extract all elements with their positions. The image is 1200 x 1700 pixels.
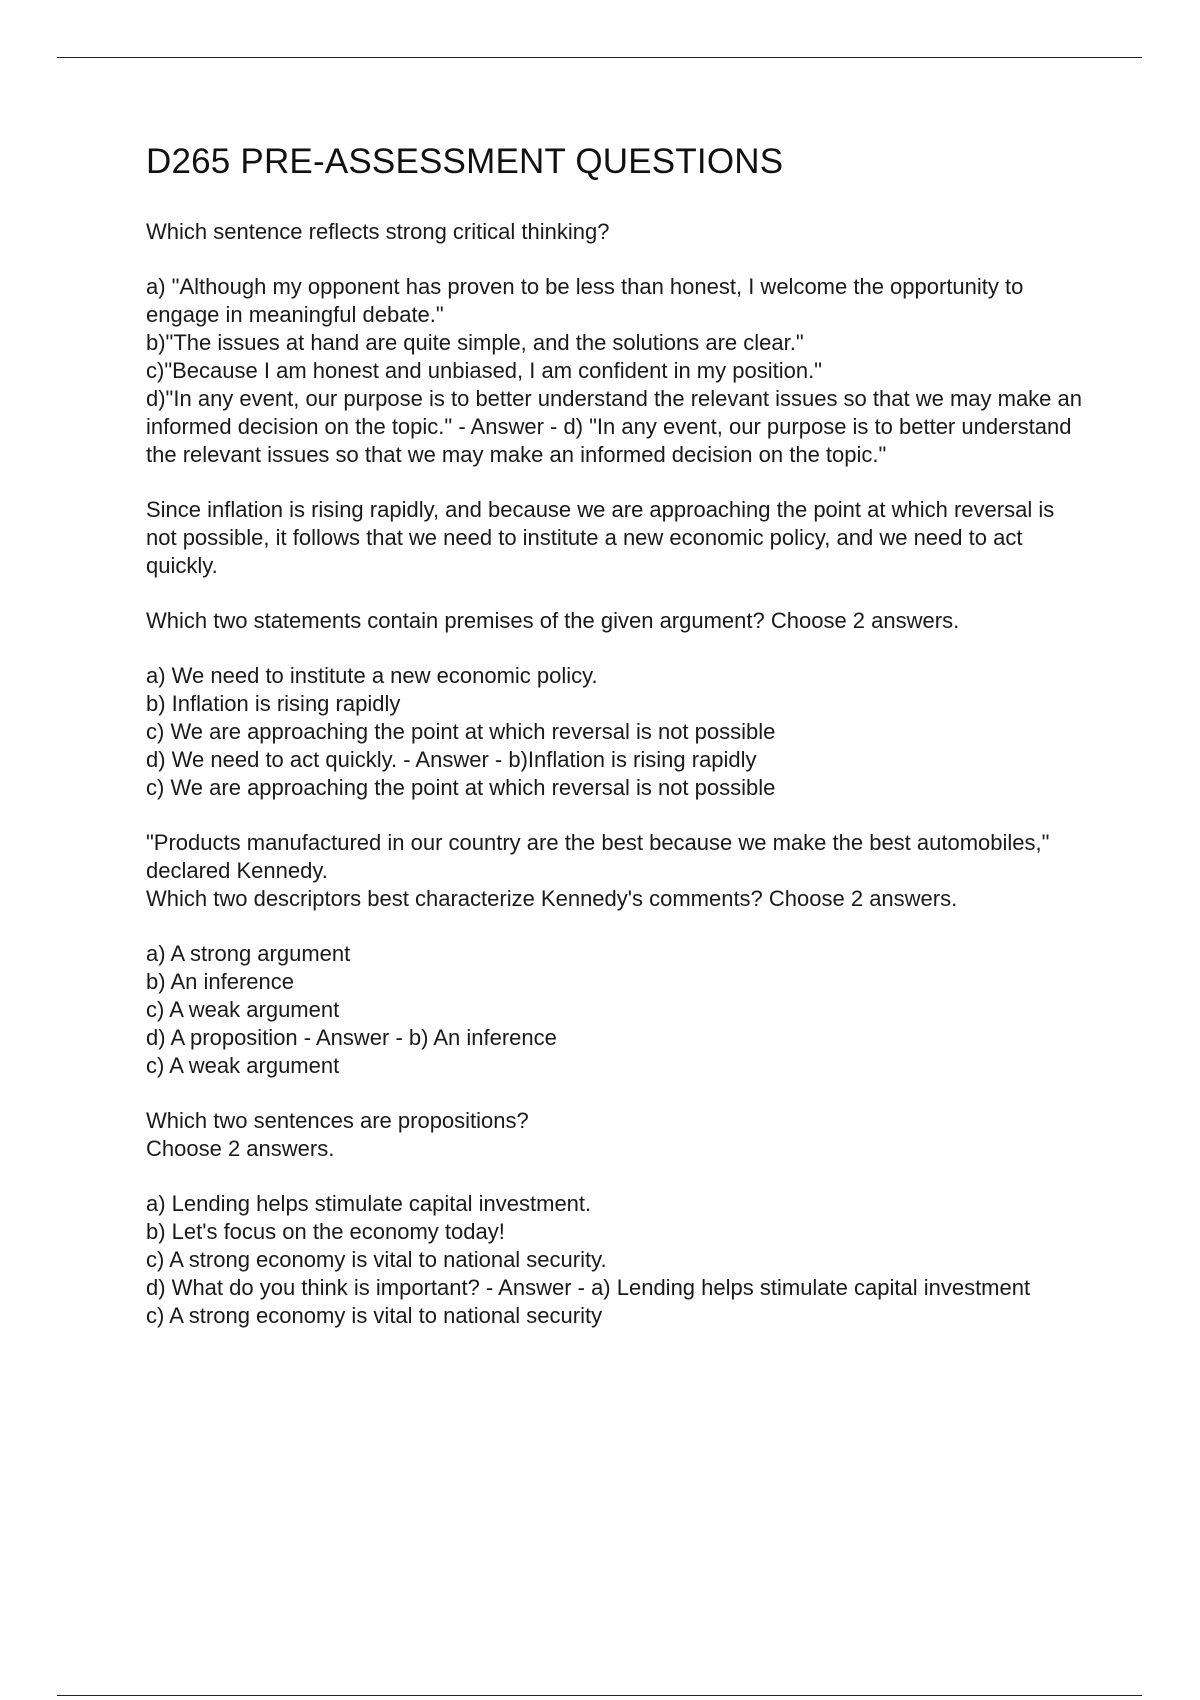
q4-option-d-answer: d) What do you think is important? - Answer - a) Lending helps stimulate capital investment — [146, 1275, 1031, 1300]
q3-scenario: "Products manufactured in our country are the best because we make the best automobiles," declared Kennedy. — [146, 830, 1056, 883]
q3-option-a: a) A strong argument — [146, 941, 351, 966]
q4-option-a: a) Lending helps stimulate capital investment. — [146, 1191, 592, 1216]
q3-answer-continued: c) A weak argument — [146, 1053, 340, 1078]
q1-option-b: b)"The issues at hand are quite simple, and the solutions are clear." — [146, 330, 804, 355]
q3-option-c: c) A weak argument — [146, 997, 340, 1022]
top-divider — [57, 57, 1142, 58]
q1-option-c: c)"Because I am honest and unbiased, I am confident in my position." — [146, 358, 822, 383]
q3-option-b: b) An inference — [146, 969, 294, 994]
q1-option-d-answer: d)"In any event, our purpose is to better understand the relevant issues so that we may make an informed decision on the topic." - Answer - d) "In any event, our purpose is to better understand the relevant issues so that we may make an informed decision on the topic." — [146, 386, 1089, 467]
document-body — [146, 142, 1089, 1330]
q2-answer-continued: c) We are approaching the point at which reversal is not possible — [146, 775, 776, 800]
document-title: D265 PRE-ASSESSMENT QUESTIONS — [146, 142, 784, 181]
q3-option-d-answer: d) A proposition - Answer - b) An inference — [146, 1025, 557, 1050]
q2-prompt: Which two statements contain premises of the given argument? Choose 2 answers. — [146, 608, 960, 633]
bottom-divider — [57, 1695, 1142, 1696]
q3-prompt: Which two descriptors best characterize Kennedy's comments? Choose 2 answers. — [146, 886, 958, 911]
q1-prompt: Which sentence reflects strong critical thinking? — [146, 219, 610, 244]
q4-option-c: c) A strong economy is vital to national security. — [146, 1247, 607, 1272]
q4-prompt-line1: Which two sentences are propositions? — [146, 1108, 529, 1133]
q2-option-d-answer: d) We need to act quickly. - Answer - b)Inflation is rising rapidly — [146, 747, 757, 772]
q2-option-b: b) Inflation is rising rapidly — [146, 691, 401, 716]
q4-prompt-line2: Choose 2 answers. — [146, 1136, 335, 1161]
q2-option-c: c) We are approaching the point at which reversal is not possible — [146, 719, 776, 744]
q2-option-a: a) We need to institute a new economic policy. — [146, 663, 598, 688]
q4-option-b: b) Let's focus on the economy today! — [146, 1219, 505, 1244]
q2-scenario: Since inflation is rising rapidly, and because we are approaching the point at which reversal is not possible, it follows that we need to institute a new economic policy, and we need to act quickly. — [146, 497, 1061, 578]
q4-answer-continued: c) A strong economy is vital to national security — [146, 1303, 603, 1328]
q1-option-a: a) "Although my opponent has proven to be less than honest, I welcome the opportunity to engage in meaningful debate." — [146, 274, 1030, 327]
